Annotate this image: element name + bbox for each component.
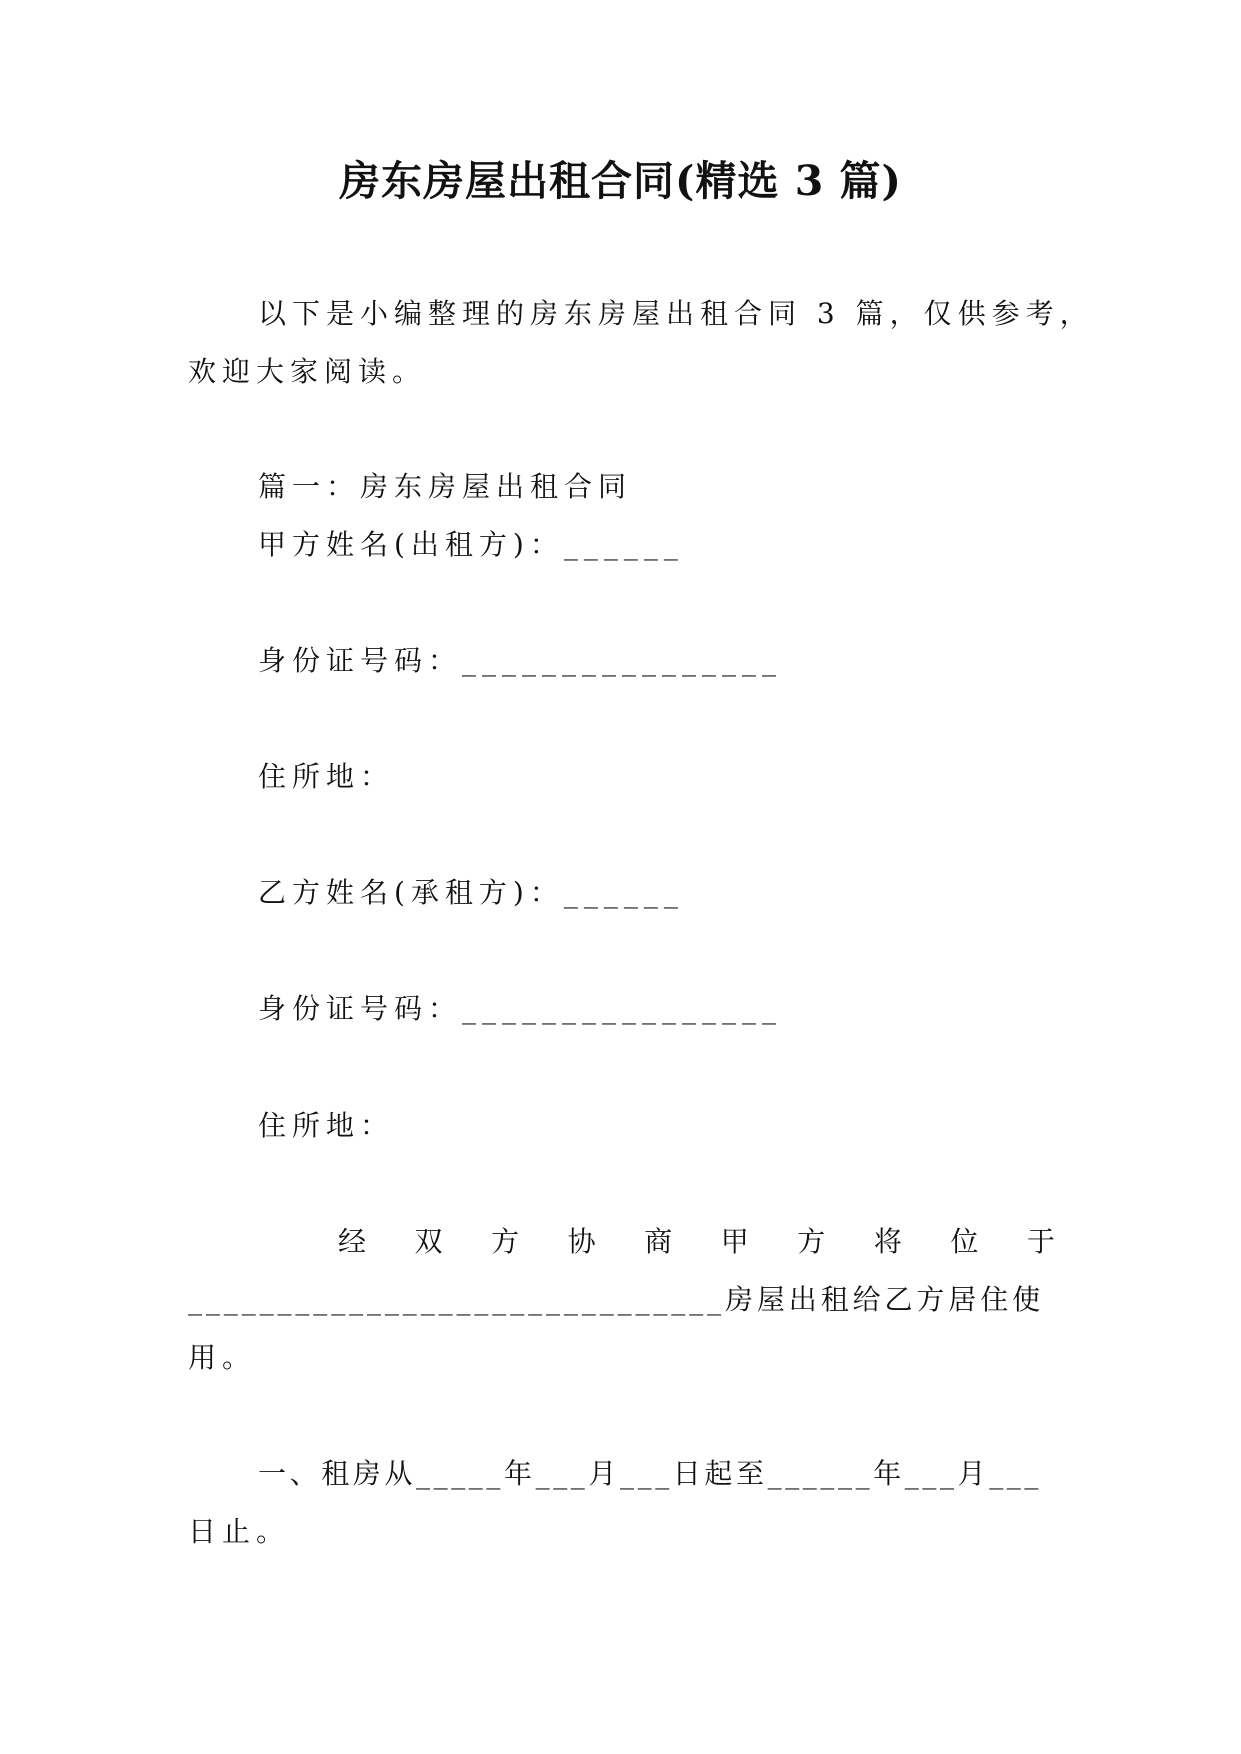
agreement-char: 方 [491, 1225, 520, 1258]
clause-one-line-1: 一、租房从_____年___月___日起至______年___月___ [258, 1457, 1043, 1490]
document-title: 房东房屋出租合同(精选 3 篇) [339, 157, 902, 205]
agreement-char: 商 [644, 1225, 673, 1258]
section-heading: 篇一：房东房屋出租合同 [258, 470, 633, 503]
agreement-char: 将 [873, 1225, 902, 1258]
agreement-line-3: 用。 [188, 1341, 257, 1374]
agreement-char: 协 [567, 1225, 596, 1258]
party-b-id-field: 身份证号码：________________ [258, 992, 783, 1025]
agreement-line-1 [338, 1222, 1055, 1262]
party-b-name-field: 乙方姓名(承租方)：______ [258, 876, 684, 909]
agreement-char: 双 [414, 1225, 443, 1258]
intro-paragraph-line-2: 欢迎大家阅读。 [188, 355, 427, 388]
party-a-id-field: 身份证号码：________________ [258, 644, 783, 677]
party-a-name-field: 甲方姓名(出租方)：______ [258, 528, 684, 561]
party-a-address-field: 住所地： [258, 760, 395, 793]
agreement-char: 甲 [720, 1225, 749, 1258]
agreement-line-2: ______________________________房屋出租给乙方居住使 [188, 1283, 1045, 1316]
agreement-char: 方 [797, 1225, 826, 1258]
agreement-char: 位 [950, 1225, 979, 1258]
clause-one-line-2: 日止。 [188, 1515, 291, 1548]
intro-paragraph-line-1: 以下是小编整理的房东房屋出租合同 3 篇，仅供参考， [258, 297, 1094, 330]
agreement-char: 经 [338, 1225, 367, 1258]
agreement-char: 于 [1026, 1225, 1055, 1258]
party-b-address-field: 住所地： [258, 1109, 395, 1142]
